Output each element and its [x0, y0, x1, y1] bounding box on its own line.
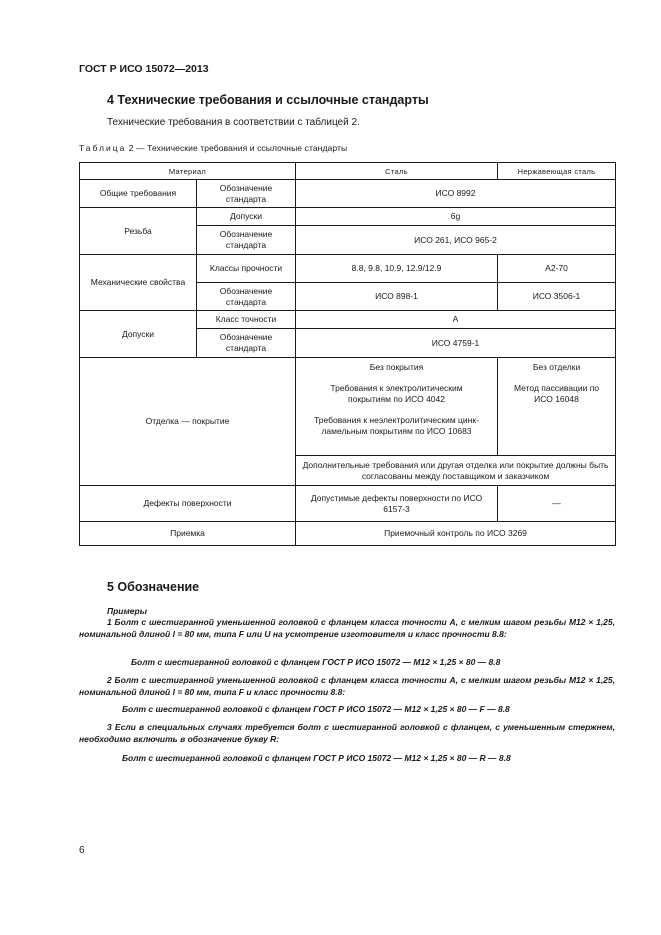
cell-value: ИСО 3506-1 [498, 283, 616, 311]
page-number: 6 [79, 845, 85, 856]
table-caption-text: 2 — Технические требования и ссылочные стандарты [128, 143, 348, 153]
table-row [80, 255, 616, 283]
row-label-mech: Механические свойства [80, 255, 197, 311]
cell-value: A2-70 [498, 255, 616, 283]
sub-label: Обозначение стандарта [197, 180, 296, 208]
cell-value: ИСО 261, ИСО 965-2 [296, 226, 616, 255]
cell-value: — [498, 486, 616, 522]
section-4-title: 4 Технические требования и ссылочные стандарты [107, 93, 429, 107]
cell-value: Допустимые дефекты поверхности по ИСО 6157-3 [296, 486, 498, 522]
cell-value: 6g [296, 208, 616, 226]
cell-value: ИСО 8992 [296, 180, 616, 208]
cell-value: A [296, 311, 616, 329]
table-row [80, 522, 616, 546]
examples-label: Примеры [107, 606, 147, 616]
table-header-row [80, 163, 616, 180]
sub-label: Допуски [197, 208, 296, 226]
cell-value: 8.8, 9.8, 10.9, 12.9/12.9 [296, 255, 498, 283]
row-label-thread: Резьба [80, 208, 197, 255]
cell-value: Приемочный контроль по ИСО 3269 [296, 522, 616, 546]
table-row [80, 358, 616, 456]
finish-steel-line: Требования к электролитическим покрытиям по ИСО 4042 [330, 383, 463, 404]
row-label-general: Общие требования [80, 180, 197, 208]
example-3-formula: Болт с шестигранной головкой с фланцем ГОСТ Р ИСО 15072 — M12 × 1,25 × 80 — R — 8.8 [122, 753, 511, 763]
finish-extra: Дополнительные требования или другая отделка или покрытие должны быть согласованы между поставщиком и заказчиком [296, 456, 616, 486]
sub-label: Обозначение стандарта [197, 329, 296, 358]
sub-label: Обозначение стандарта [197, 283, 296, 311]
example-1-formula: Болт с шестигранной головкой с фланцем ГОСТ Р ИСО 15072 — M12 × 1,25 × 80 — 8.8 [131, 657, 501, 667]
cell-value: ИСО 898-1 [296, 283, 498, 311]
table-row [80, 311, 616, 329]
example-2-formula: Болт с шестигранной головкой с фланцем ГОСТ Р ИСО 15072 — M12 × 1,25 × 80 — F — 8.8 [122, 704, 510, 714]
header-material: Материал [80, 163, 296, 180]
sub-label: Классы прочности [197, 255, 296, 283]
document-header: ГОСТ Р ИСО 15072—2013 [79, 63, 209, 75]
header-stainless: Нержавеющая сталь [498, 163, 616, 180]
cell-value: ИСО 4759-1 [296, 329, 616, 358]
example-1-text: 1 Болт с шестигранной уменьшенной головкой с фланцем класса точности A, с мелким шагом резьбы M12 × 1,25, номинальной длиной l = 80 мм, типа F или U на усмотрение изготовителя и класс прочности 8.8: [79, 617, 615, 639]
section-4-intro: Технические требования в соответствии с таблицей 2. [107, 117, 360, 128]
example-2-text: 2 Болт с шестигранной уменьшенной головкой с фланцем класса точности A, с мелким шагом резьбы M12 × 1,25, номинальной длиной l = 80 мм, типа F и класс прочности 8.8: [79, 675, 615, 697]
header-steel: Сталь [296, 163, 498, 180]
row-label-tolerances: Допуски [80, 311, 197, 358]
table-row [80, 180, 616, 208]
table-caption-word: Таблица [79, 143, 127, 153]
sub-label: Обозначение стандарта [197, 226, 296, 255]
row-label-finish: Отделка — покрытие [80, 358, 296, 486]
finish-stainless-line: Без отделки [532, 362, 581, 372]
row-label-acceptance: Приемка [80, 522, 296, 546]
section-5-title: 5 Обозначение [107, 580, 200, 594]
table-caption [79, 143, 347, 153]
table-row [80, 208, 616, 226]
requirements-table [79, 162, 616, 546]
sub-label: Класс точности [197, 311, 296, 329]
finish-stainless-cell [498, 358, 616, 456]
finish-stainless-line: Метод пассивации по ИСО 16048 [513, 383, 600, 404]
finish-steel-cell [296, 358, 498, 456]
example-3-text: 3 Если в специальных случаях требуется болт с шестигранной головкой с фланцем, с уменьшенным стержнем, необходимо включить в обозначение букву R: [79, 722, 615, 744]
table-row [80, 486, 616, 522]
row-label-defects: Дефекты поверхности [80, 486, 296, 522]
finish-steel-line: Требования к неэлектролитическим цинк-ламельным покрытиям по ИСО 10683 [314, 415, 479, 436]
finish-steel-line: Без покрытия [369, 362, 424, 372]
